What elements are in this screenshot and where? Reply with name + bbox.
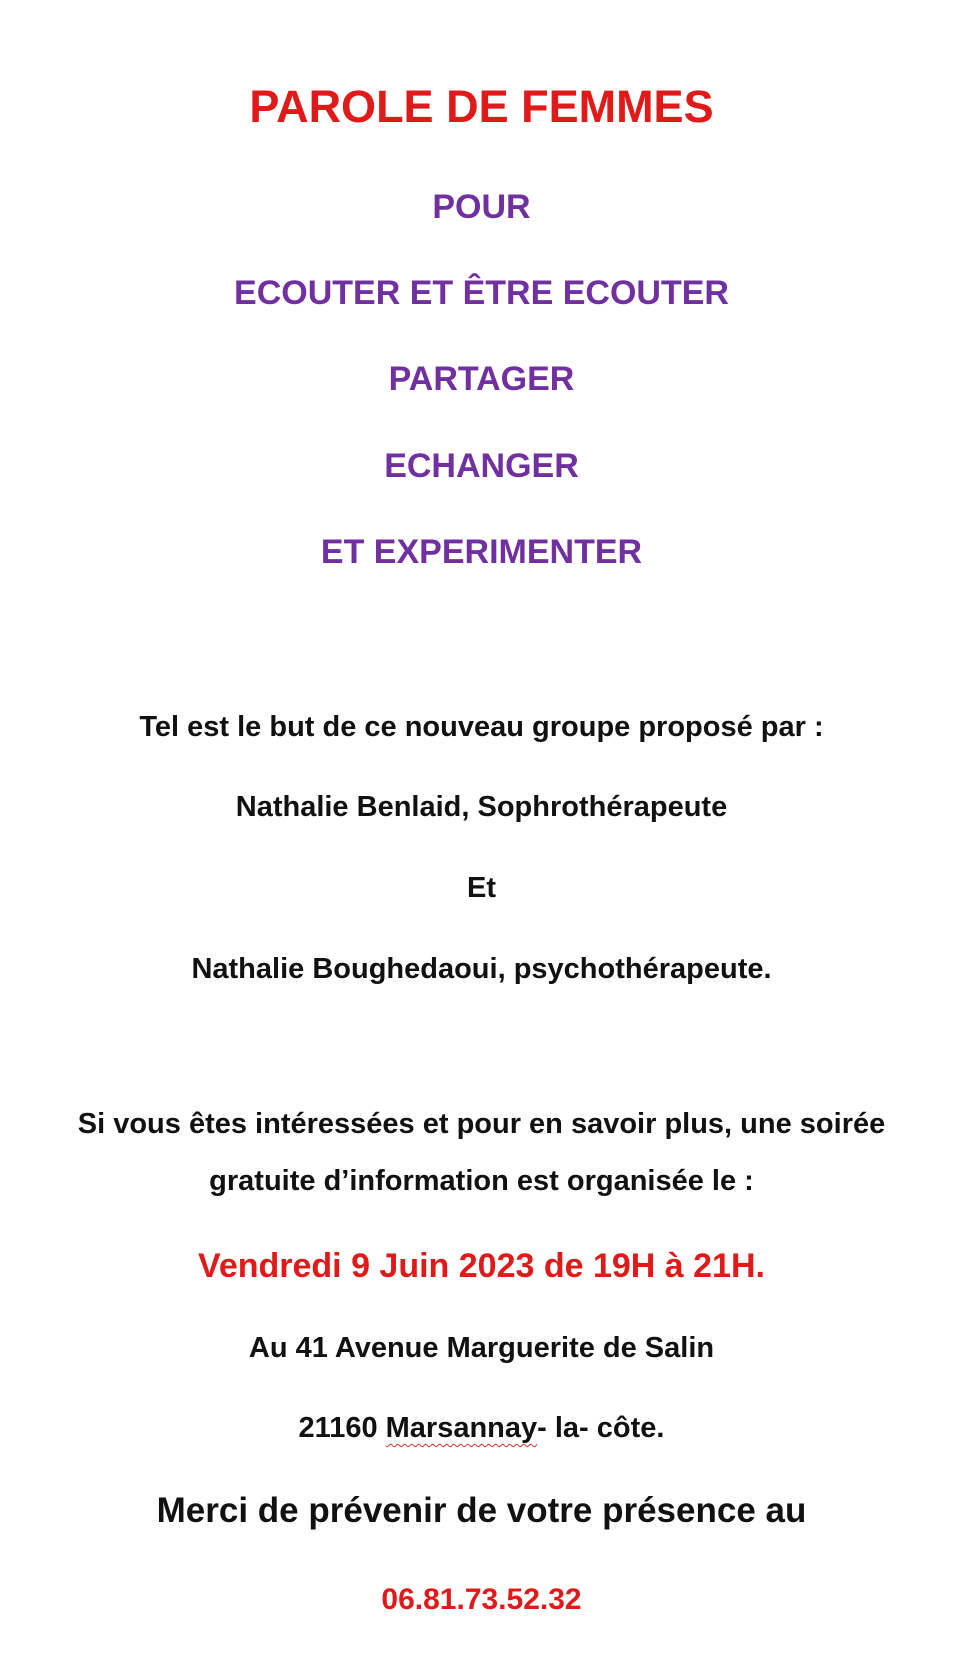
- flyer-title: PAROLE DE FEMMES: [249, 81, 714, 132]
- purpose-line-partager: PARTAGER: [388, 360, 575, 398]
- purpose-line-experimenter: ET EXPERIMENTER: [320, 533, 643, 571]
- presenter-2: Nathalie Boughedaoui, psychothérapeute.: [191, 953, 772, 985]
- rsvp-text: Merci de prévenir de votre présence au: [156, 1491, 807, 1530]
- intro-text: Tel est le but de ce nouveau groupe proposé par :: [139, 711, 824, 743]
- conjunction-text: Et: [467, 872, 496, 904]
- address-city-spellcheck: Marsannay: [385, 1412, 538, 1444]
- purpose-line-echanger: ECHANGER: [384, 447, 579, 485]
- event-date: Vendredi 9 Juin 2023 de 19H à 21H.: [198, 1247, 765, 1285]
- presenter-1: Nathalie Benlaid, Sophrothérapeute: [235, 791, 728, 823]
- address-postcode: 21160: [298, 1412, 378, 1444]
- info-text-line-1: Si vous êtes intéressées et pour en savoir plus, une soirée: [77, 1108, 886, 1140]
- purpose-line-pour: POUR: [432, 188, 531, 226]
- address-city-line: [0, 1414, 963, 1443]
- address-street: Au 41 Avenue Marguerite de Salin: [248, 1332, 715, 1364]
- purpose-line-ecouter: ECOUTER ET ÊTRE ECOUTER: [234, 274, 729, 312]
- info-text-line-2: gratuite d’information est organisée le :: [209, 1165, 754, 1197]
- address-city-rest: - la- côte.: [537, 1412, 665, 1444]
- phone-number: 06.81.73.52.32: [381, 1583, 582, 1616]
